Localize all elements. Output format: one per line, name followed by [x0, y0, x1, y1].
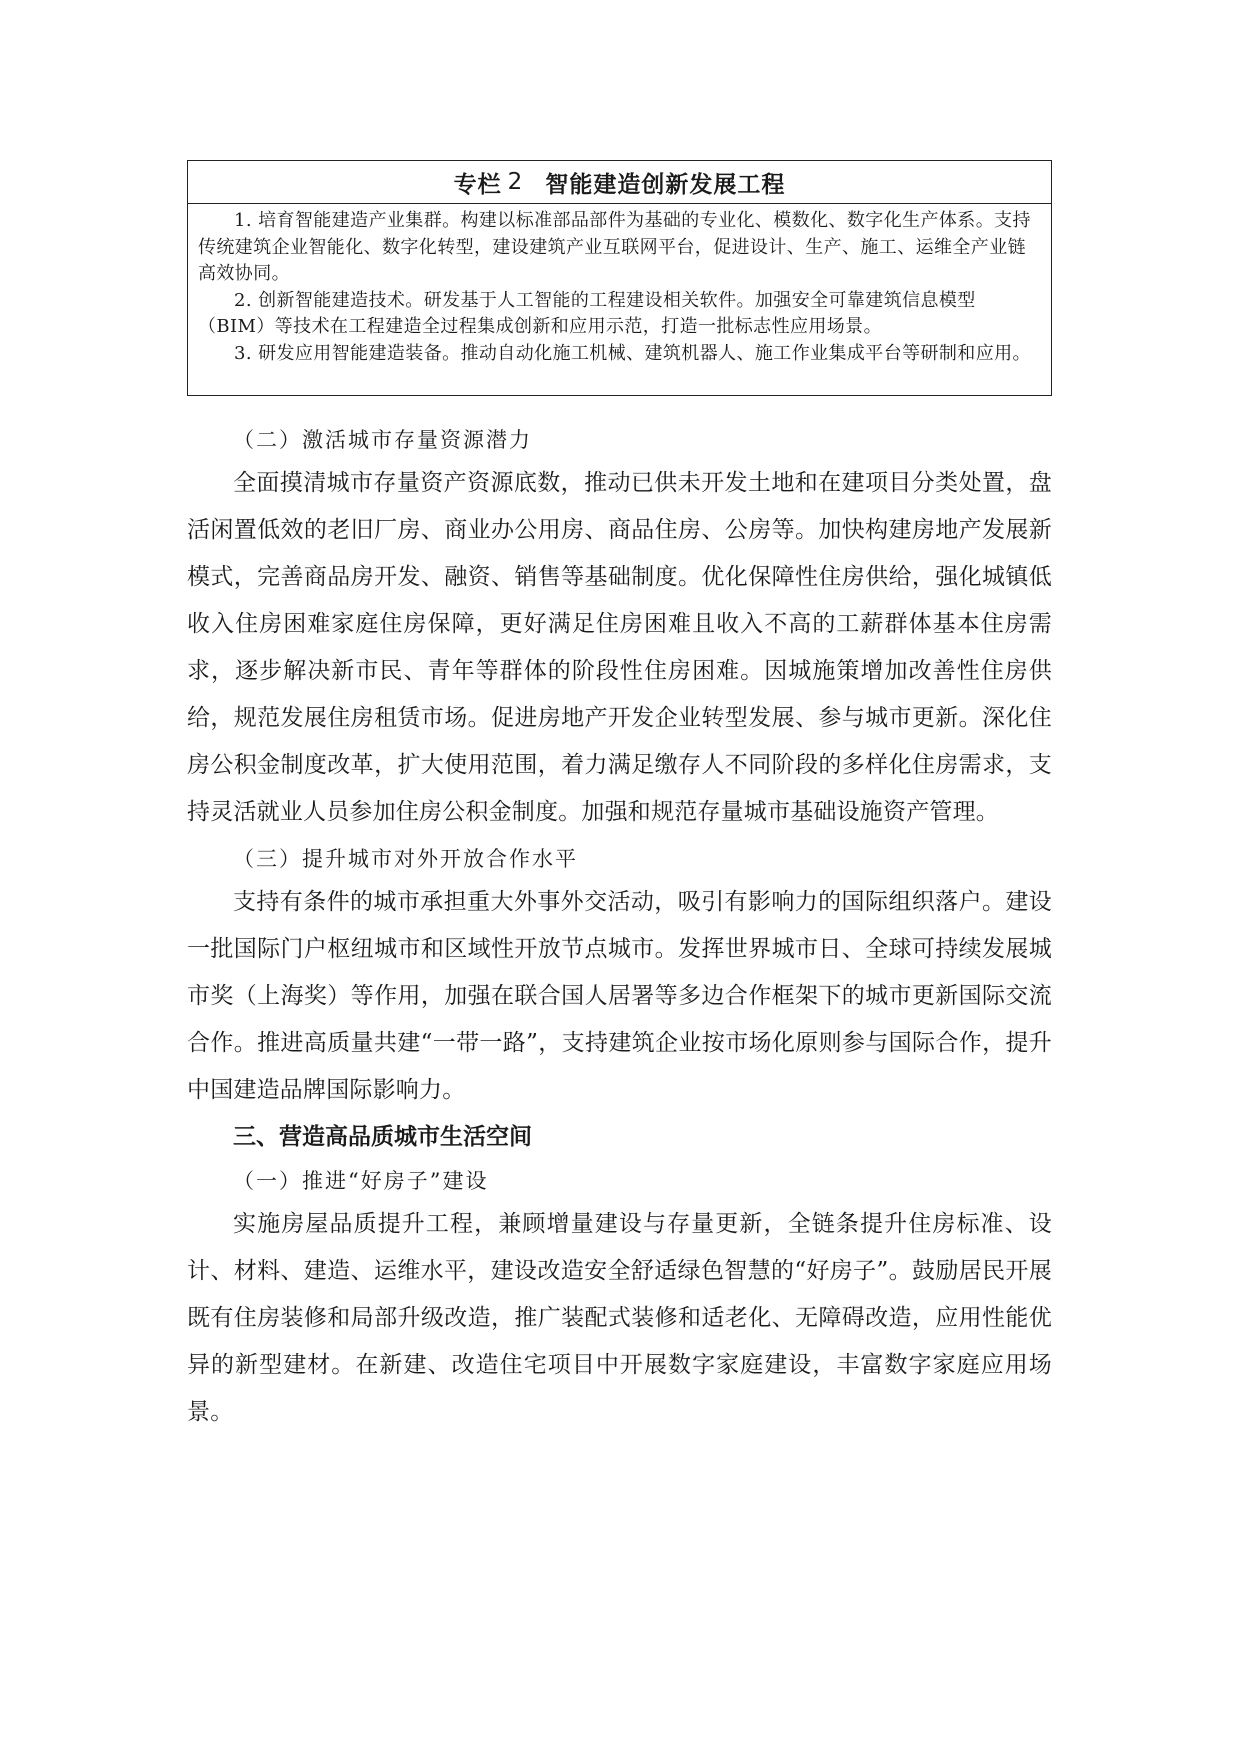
- subsection-heading: （二）激活城市存量资源潜力: [233, 428, 532, 452]
- feature-box-item: 1. 培育智能建造产业集群。构建以标准部品部件为基础的专业化、模数化、数字化生产体系。支持传统建筑企业智能化、数字化转型，建设建筑产业互联网平台，促进设计、生产、施工、运维全产业链高效协同。: [198, 210, 1031, 284]
- subsection-heading: （三）提升城市对外开放合作水平: [233, 847, 578, 871]
- paragraph: 全面摸清城市存量资产资源底数，推动已供未开发土地和在建项目分类处置，盘活闲置低效的老旧厂房、商业办公用房、商品住房、公房等。加快构建房地产发展新模式，完善商品房开发、融资、销售等基础制度。优化保障性住房供给，强化城镇低收入住房困难家庭住房保障，更好满足住房困难且收入不高的工薪群体基本住房需求，逐步解决新市民、青年等群体的阶段性住房困难。因城施策增加改善性住房供给，规范发展住房租赁市场。促进房地产开发企业转型发展、参与城市更新。深化住房公积金制度改革，扩大使用范围，着力满足缴存人不同阶段的多样化住房需求，支持灵活就业人员参加住房公积金制度。加强和规范存量城市基础设施资产管理。: [187, 470, 1052, 825]
- feature-box-label: 专栏: [453, 171, 502, 198]
- section-heading: 三、营造高品质城市生活空间: [233, 1124, 532, 1150]
- body-text: [187, 420, 1052, 1436]
- feature-box: [187, 160, 1052, 396]
- feature-box-number: 2: [507, 169, 524, 195]
- feature-box-item: 2. 创新智能建造技术。研发基于人工智能的工程建设相关软件。加强安全可靠建筑信息模型（BIM）等技术在工程建造全过程集成创新和应用示范，打造一批标志性应用场景。: [198, 289, 976, 337]
- feature-box-heading: 智能建造创新发展工程: [545, 171, 786, 198]
- feature-box-item: 3. 研发应用智能建造装备。推动自动化施工机械、建筑机器人、施工作业集成平台等研制和应用。: [234, 342, 1031, 364]
- paragraph: 支持有条件的城市承担重大外事外交活动，吸引有影响力的国际组织落户。建设一批国际门户枢纽城市和区域性开放节点城市。发挥世界城市日、全球可持续发展城市奖（上海奖）等作用，加强在联合国人居署等多边合作框架下的城市更新国际交流合作。推进高质量共建“一带一路”，支持建筑企业按市场化原则参与国际合作，提升中国建造品牌国际影响力。: [187, 889, 1052, 1103]
- paragraph: 实施房屋品质提升工程，兼顾增量建设与存量更新，全链条提升住房标准、设计、材料、建造、运维水平，建设改造安全舒适绿色智慧的“好房子”。鼓励居民开展既有住房装修和局部升级改造，推广装配式装修和适老化、无障碍改造，应用性能优异的新型建材。在新建、改造住宅项目中开展数字家庭建设，丰富数字家庭应用场景。: [187, 1211, 1052, 1425]
- subsection-heading: （一）推进“好房子”建设: [233, 1169, 489, 1193]
- feature-box-title: [188, 161, 1051, 204]
- feature-box-body: [188, 204, 1051, 367]
